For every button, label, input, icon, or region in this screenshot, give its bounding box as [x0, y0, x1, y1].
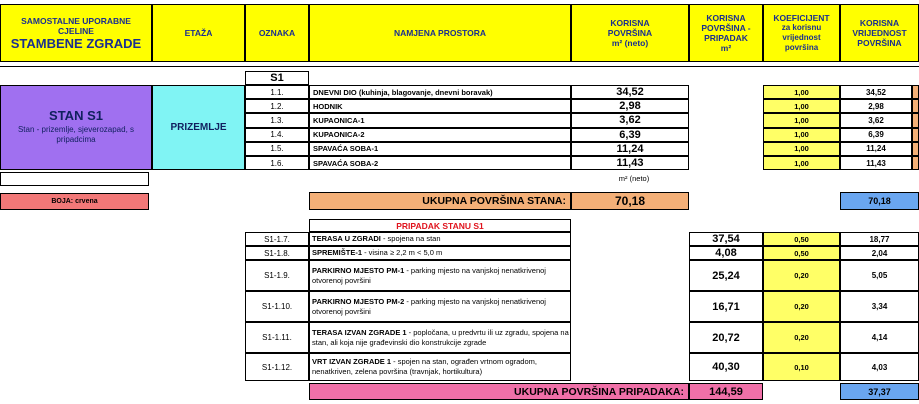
- appurtenance-coef: 0,20: [763, 291, 840, 322]
- room-coef: 1,00: [763, 156, 840, 170]
- header-korisna-unit: m² (neto): [611, 38, 649, 48]
- room-oznaka: 1.3.: [245, 113, 309, 127]
- unit-subtitle: Stan - prizemlje, sjeverozapad, s pripadcima: [17, 125, 135, 144]
- appurtenance-description: [310, 357, 570, 377]
- room-area: 2,98: [571, 99, 689, 113]
- appurtenance-value: 2,04: [840, 246, 919, 260]
- header-pripadak-label: KORISNA POVRŠINA - PRIPADAK: [701, 13, 751, 43]
- appurtenance-description: [310, 328, 570, 348]
- room-oznaka: 1.6.: [245, 156, 309, 170]
- appurtenance-description: [310, 234, 441, 244]
- room-value-marker: [912, 156, 919, 170]
- room-coef: 1,00: [763, 142, 840, 156]
- room-name: KUPAONICA-2: [309, 128, 571, 142]
- appurtenance-title-text: TERASA U ZGRADI: [312, 234, 381, 243]
- room-name: SPAVAĆA SOBA-1: [309, 142, 571, 156]
- header-etaza: ETAŽA: [152, 4, 245, 62]
- room-area: 6,39: [571, 128, 689, 142]
- room-oznaka: 1.5.: [245, 142, 309, 156]
- room-value: 11,24: [840, 142, 912, 156]
- header-cjeline-line2: CJELINE: [58, 25, 94, 36]
- appurtenance-coef: 0,20: [763, 322, 840, 353]
- room-name: HODNIK: [309, 99, 571, 113]
- room-area: 11,43: [571, 156, 689, 170]
- appurtenance-coef: 0,20: [763, 260, 840, 291]
- appurtenance-title-text: SPREMIŠTE-1: [312, 248, 363, 257]
- appurtenance-desc-text: - parking mjesto na vanjskoj nenatkrivenoj otvorenoj površini: [312, 265, 546, 285]
- appurtenance-name: [309, 246, 571, 260]
- total-apartment-value: 70,18: [840, 192, 919, 210]
- room-area: 34,52: [571, 85, 689, 99]
- appurtenance-desc-text: - spojen na stan, ograđen vrtnom ogradom, nenatkriven, zelena površina (travnjak, hortikultura): [312, 357, 537, 376]
- header-pripadak: [689, 4, 763, 62]
- header-cjeline-line1: SAMOSTALNE UPORABNE: [21, 15, 131, 26]
- room-value: 34,52: [840, 85, 912, 99]
- header-korisna: [571, 4, 689, 62]
- appurtenance-description: [310, 297, 570, 317]
- appurtenance-area: 4,08: [689, 246, 763, 260]
- header-korisna-label: KORISNA POVRŠINA: [607, 18, 653, 38]
- appurtenance-area: 25,24: [689, 260, 763, 291]
- appurtenance-area: 40,30: [689, 353, 763, 381]
- room-value: 6,39: [840, 128, 912, 142]
- room-name: KUPAONICA-1: [309, 113, 571, 127]
- room-value-marker: [912, 128, 919, 142]
- header-vrijednost: KORISNA VRIJEDNOST POVRŠINA: [840, 4, 919, 62]
- appurtenance-name: [309, 322, 571, 353]
- appurtenance-title-text: PARKIRNO MJESTO PM-1: [312, 265, 405, 275]
- appurtenance-desc-text: - popločana, u predvrtu ili uz zgradu, spojena na stan, ali koja nije građevinski dio konstrukcije zgrade: [312, 327, 569, 347]
- empty-input-box: [0, 172, 149, 186]
- room-value: 3,62: [840, 113, 912, 127]
- header-namjena: NAMJENA PROSTORA: [309, 4, 571, 62]
- appurtenance-description: [310, 248, 442, 258]
- header-koeficijent: [763, 4, 840, 62]
- room-value-marker: [912, 99, 919, 113]
- appurtenance-desc-text: - visina ≥ 2,2 m < 5,0 m: [362, 248, 443, 257]
- unit-floor: PRIZEMLJE: [152, 85, 245, 170]
- unit-id-label: S1: [245, 71, 309, 85]
- unit-note: m² (neto): [618, 174, 650, 183]
- room-oznaka: 1.4.: [245, 128, 309, 142]
- appurtenance-area: 20,72: [689, 322, 763, 353]
- appurtenance-oznaka: S1-1.11.: [245, 322, 309, 353]
- appurtenance-coef: 0,50: [763, 232, 840, 246]
- appurtenance-value: 18,77: [840, 232, 919, 246]
- room-coef: 1,00: [763, 128, 840, 142]
- room-oznaka: 1.1.: [245, 85, 309, 99]
- header-cjeline: [0, 4, 152, 62]
- appurtenance-name: [309, 353, 571, 381]
- color-label: BOJA: crvena: [0, 193, 149, 210]
- appurtenance-title-text: PARKIRNO MJESTO PM-2: [312, 296, 405, 306]
- room-name: DNEVNI DIO (kuhinja, blagovanje, dnevni boravak): [309, 85, 571, 99]
- header-oznaka: OZNAKA: [245, 4, 309, 62]
- header-koeficijent-label: KOEFICIJENT: [773, 13, 830, 23]
- appurtenance-area: 37,54: [689, 232, 763, 246]
- appurtenance-value: 4,03: [840, 353, 919, 381]
- room-coef: 1,00: [763, 113, 840, 127]
- appurtenance-name: [309, 291, 571, 322]
- appurtenance-desc-text: - parking mjesto na vanjskoj nenatkrivenoj otvorenoj površini: [312, 296, 546, 316]
- appurtenance-title-text: TERASA IZVAN ZGRADE 1: [312, 327, 407, 337]
- total-apartment-label: UKUPNA POVRŠINA STANA:: [309, 192, 571, 210]
- total-appurtenance-value: 37,37: [840, 383, 919, 400]
- appurtenance-coef: 0,10: [763, 353, 840, 381]
- appurtenance-value: 3,34: [840, 291, 919, 322]
- appurtenance-oznaka: S1-1.9.: [245, 260, 309, 291]
- room-value-marker: [912, 85, 919, 99]
- total-appurtenance-label: UKUPNA POVRŠINA PRIPADAKA:: [309, 383, 689, 400]
- appurtenance-name: [309, 232, 571, 246]
- appurtenance-oznaka: S1-1.7.: [245, 232, 309, 246]
- room-area: 3,62: [571, 113, 689, 127]
- unit-title-block: [0, 85, 152, 170]
- appurtenance-title-text: VRT IZVAN ZGRADE 1: [312, 357, 392, 366]
- appurtenance-coef: 0,50: [763, 246, 840, 260]
- room-value-marker: [912, 142, 919, 156]
- header-koeficijent-sub: za korisnu vrijednost površina: [781, 23, 822, 52]
- total-appurtenance-area: 144,59: [689, 383, 763, 400]
- header-pripadak-unit: m²: [720, 43, 732, 53]
- room-name: SPAVAĆA SOBA-2: [309, 156, 571, 170]
- appurtenance-name: [309, 260, 571, 291]
- room-oznaka: 1.2.: [245, 99, 309, 113]
- header-cjeline-big: STAMBENE ZGRADE: [10, 35, 142, 51]
- appurtenance-value: 4,14: [840, 322, 919, 353]
- unit-title: STAN S1: [49, 108, 103, 123]
- appurtenance-value: 5,05: [840, 260, 919, 291]
- room-value: 2,98: [840, 99, 912, 113]
- appurtenance-oznaka: S1-1.10.: [245, 291, 309, 322]
- room-coef: 1,00: [763, 85, 840, 99]
- room-value-marker: [912, 113, 919, 127]
- appurtenance-description: [310, 266, 570, 286]
- room-value: 11,43: [840, 156, 912, 170]
- total-apartment-area: 70,18: [571, 192, 689, 210]
- appurtenance-oznaka: S1-1.8.: [245, 246, 309, 260]
- appurtenance-oznaka: S1-1.12.: [245, 353, 309, 381]
- appurtenance-title: PRIPADAK STANU S1: [309, 219, 571, 232]
- appurtenance-desc-text: - spojena na stan: [380, 234, 441, 243]
- room-coef: 1,00: [763, 99, 840, 113]
- divider: [0, 66, 919, 67]
- appurtenance-area: 16,71: [689, 291, 763, 322]
- room-area: 11,24: [571, 142, 689, 156]
